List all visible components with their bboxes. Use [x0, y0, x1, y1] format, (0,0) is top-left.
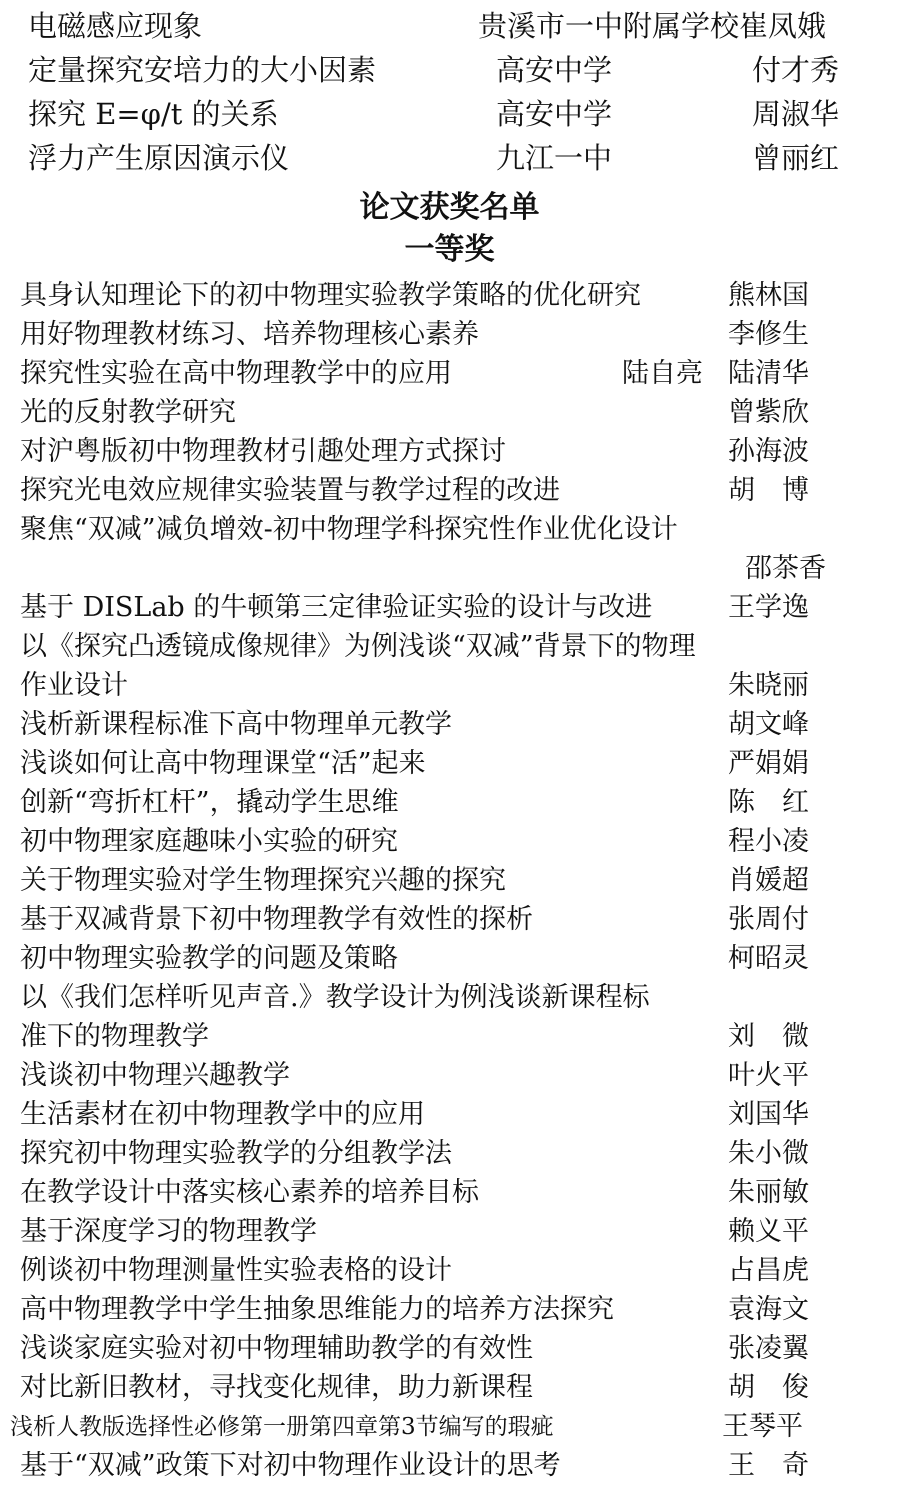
- paper-title: 基于 DISLab 的牛顿第三定律验证实验的设计与改进: [20, 592, 653, 623]
- paper-author: 袁海文: [728, 1294, 809, 1325]
- paper-author: 赖义平: [728, 1216, 809, 1247]
- paper-author: 王 奇: [728, 1450, 809, 1481]
- award-level-heading: 一等奖: [404, 232, 495, 267]
- paper-author: 朱小微: [728, 1138, 809, 1169]
- paper-title: 浅析人教版选择性必修第一册第四章第3节编写的瑕疵: [10, 1414, 554, 1440]
- paper-title: 例谈初中物理测量性实验表格的设计: [20, 1255, 452, 1286]
- paper-author: 陆清华: [728, 358, 809, 389]
- paper-title: 浅谈初中物理兴趣教学: [20, 1060, 290, 1091]
- paper-title: 以《探究凸透镜成像规律》为例浅谈“双减”背景下的物理: [20, 631, 696, 662]
- paper-author: 李修生: [728, 319, 809, 350]
- paper-author: 张周付: [728, 904, 809, 935]
- paper-author: 胡 俊: [728, 1372, 809, 1403]
- entry-author: 贵溪市一中附属学校崔凤娥: [478, 9, 827, 43]
- paper-author: 朱丽敏: [728, 1177, 809, 1208]
- paper-author: 胡文峰: [728, 709, 809, 740]
- paper-title: 基于“双减”政策下对初中物理作业设计的思考: [20, 1450, 561, 1481]
- paper-title: 初中物理实验教学的问题及策略: [20, 943, 398, 974]
- paper-author: 刘 微: [728, 1021, 809, 1052]
- entry-title: 定量探究安培力的大小因素: [28, 53, 377, 87]
- paper-author: 朱晓丽: [728, 670, 809, 701]
- paper-title: 浅谈家庭实验对初中物理辅助教学的有效性: [20, 1333, 533, 1364]
- entry-author: 付才秀: [752, 53, 840, 87]
- entry-title: 电磁感应现象: [28, 9, 203, 43]
- entry-author: 曾丽红: [752, 141, 840, 175]
- paper-title: 基于双减背景下初中物理教学有效性的探析: [20, 904, 533, 935]
- paper-title: 关于物理实验对学生物理探究兴趣的探究: [20, 865, 506, 896]
- paper-author: 邵茶香: [745, 553, 826, 584]
- paper-author: 肖媛超: [728, 865, 809, 896]
- entry-school: 高安中学: [496, 97, 613, 131]
- paper-author: 刘国华: [728, 1099, 809, 1130]
- paper-title: 光的反射教学研究: [20, 397, 236, 428]
- entry-title: 浮力产生原因演示仪: [28, 141, 290, 175]
- paper-title: 用好物理教材练习、培养物理核心素养: [20, 319, 479, 350]
- paper-title: 初中物理家庭趣味小实验的研究: [20, 826, 398, 857]
- paper-author: 占昌虎: [728, 1255, 809, 1286]
- paper-title: 基于深度学习的物理教学: [20, 1216, 317, 1247]
- paper-author: 严娟娟: [728, 748, 809, 779]
- paper-title: 聚焦“双减”减负增效-初中物理学科探究性作业优化设计: [20, 514, 678, 545]
- paper-author: 叶火平: [728, 1060, 809, 1091]
- paper-author: 柯昭灵: [728, 943, 809, 974]
- paper-title: 生活素材在初中物理教学中的应用: [20, 1099, 425, 1130]
- paper-coauthor: 陆自亮: [622, 358, 703, 389]
- section-heading: 论文获奖名单: [359, 190, 540, 225]
- entry-school: 九江一中: [496, 141, 613, 175]
- paper-title: 探究性实验在高中物理教学中的应用: [20, 358, 452, 389]
- paper-author: 胡 博: [728, 475, 809, 506]
- paper-author: 程小凌: [728, 826, 809, 857]
- entry-title: 探究 E=φ/t 的关系: [28, 97, 279, 131]
- paper-title: 探究初中物理实验教学的分组教学法: [20, 1138, 452, 1169]
- paper-author: 王琴平: [722, 1411, 803, 1442]
- paper-author: 孙海波: [728, 436, 809, 467]
- paper-title-continued: 准下的物理教学: [20, 1021, 209, 1052]
- paper-title: 以《我们怎样听见声音.》教学设计为例浅谈新课程标: [20, 982, 650, 1013]
- paper-author: 曾紫欣: [728, 397, 809, 428]
- paper-author: 张凌翼: [728, 1333, 809, 1364]
- paper-title-continued: 作业设计: [20, 670, 128, 701]
- paper-title: 高中物理教学中学生抽象思维能力的培养方法探究: [20, 1294, 614, 1325]
- entry-school: 高安中学: [496, 53, 613, 87]
- paper-title: 浅析新课程标准下高中物理单元教学: [20, 709, 452, 740]
- entry-author: 周淑华: [752, 97, 840, 131]
- paper-author: 陈 红: [728, 787, 809, 818]
- paper-title: 对沪粤版初中物理教材引趣处理方式探讨: [20, 436, 506, 467]
- paper-title: 创新“弯折杠杆”，撬动学生思维: [20, 787, 399, 818]
- paper-author: 王学逸: [728, 592, 809, 623]
- paper-title: 探究光电效应规律实验装置与教学过程的改进: [20, 475, 560, 506]
- paper-title: 对比新旧教材，寻找变化规律，助力新课程: [20, 1372, 533, 1403]
- paper-author: 熊林国: [728, 280, 809, 311]
- paper-title: 浅谈如何让高中物理课堂“活”起来: [20, 748, 426, 779]
- paper-title: 在教学设计中落实核心素养的培养目标: [20, 1177, 479, 1208]
- paper-title: 具身认知理论下的初中物理实验教学策略的优化研究: [20, 280, 641, 311]
